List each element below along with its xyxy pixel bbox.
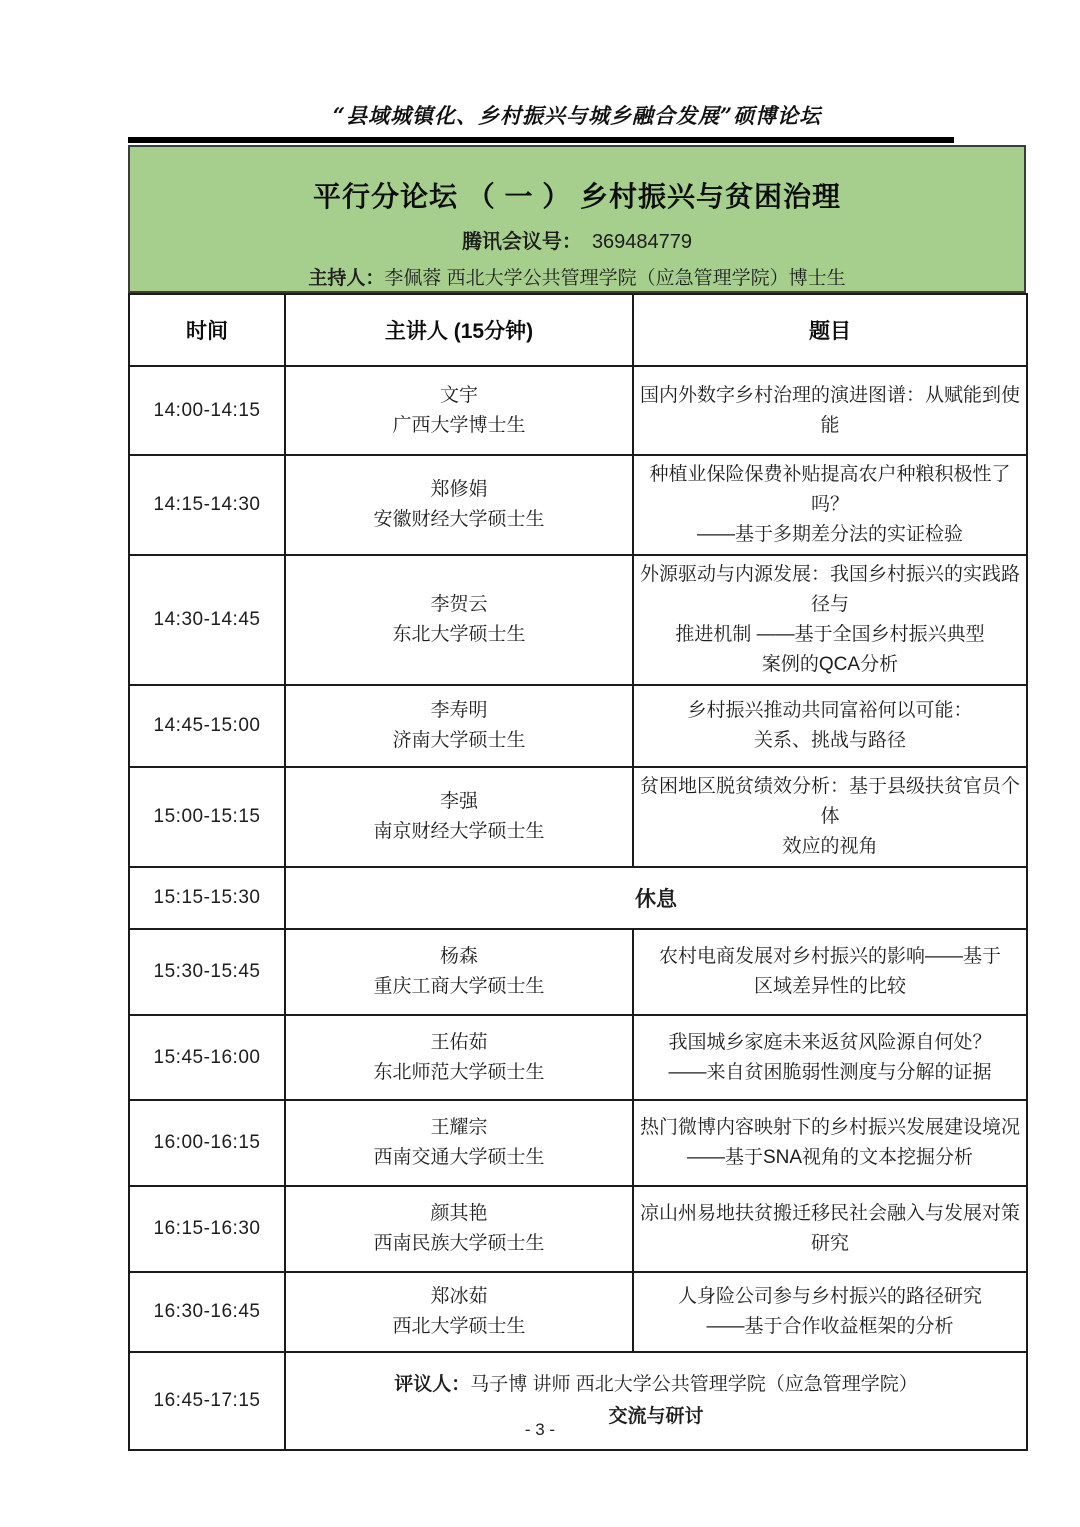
title-line: ——来自贫困脆弱性测度与分解的证据 (668, 1061, 992, 1083)
speaker-cell (285, 767, 633, 867)
col-header-speaker: 主讲人 (15分钟) (285, 294, 633, 366)
title-line: 效应的视角 (782, 836, 878, 857)
speaker-cell (285, 1015, 633, 1100)
title-line: 案例的QCA分析 (761, 654, 899, 675)
time-cell: 15:30-15:45 (129, 929, 285, 1015)
table-row (129, 929, 1027, 1015)
session-panel (128, 145, 1026, 293)
forum-title: “县域城镇化、乡村振兴与城乡融合发展”硕博论坛 (332, 103, 822, 128)
speaker-name: 李寿明 (430, 700, 488, 721)
time-cell: 16:00-16:15 (129, 1100, 285, 1186)
title-line: 推进机制 ——基于全国乡村振兴典型 (675, 624, 985, 645)
speaker-affiliation: 东北师范大学硕士生 (373, 1061, 545, 1083)
speaker-cell (285, 1272, 633, 1352)
speaker-cell (285, 366, 633, 455)
title-line: ——基于多期差分法的实证检验 (696, 524, 963, 545)
speaker-name: 李贺云 (430, 594, 488, 615)
time-cell: 14:15-14:30 (129, 455, 285, 555)
speaker-name: 郑冰茹 (430, 1286, 488, 1307)
title-line: 国内外数字乡村治理的演进图谱：从赋能到使能 (640, 384, 1021, 436)
time-cell: 15:15-15:30 (129, 867, 285, 929)
speaker-affiliation: 广西大学博士生 (392, 414, 526, 436)
title-cell (633, 929, 1027, 1015)
time-cell: 14:30-14:45 (129, 555, 285, 685)
speaker-affiliation: 重庆工商大学硕士生 (373, 976, 545, 997)
doc-header (128, 100, 1026, 130)
table-row (129, 767, 1027, 867)
table-header-row (129, 294, 1027, 366)
speaker-affiliation: 西南民族大学硕士生 (373, 1233, 545, 1254)
title-line: 热门微博内容映射下的乡村振兴发展建设境况 (640, 1117, 1021, 1138)
speaker-name: 杨森 (439, 946, 478, 967)
title-cell (633, 767, 1027, 867)
meeting-id-value: 369484779 (591, 231, 693, 253)
title-line: ——基于SNA视角的文本挖掘分析 (686, 1147, 974, 1168)
title-line: 人身险公司参与乡村振兴的路径研究 (677, 1286, 982, 1307)
host-label: 主持人： (308, 268, 385, 289)
time-cell: 16:15-16:30 (129, 1186, 285, 1272)
break-cell: 休息 (285, 867, 1027, 929)
speaker-name: 王耀宗 (430, 1117, 488, 1138)
speaker-name: 李强 (439, 791, 478, 812)
speaker-cell (285, 929, 633, 1015)
time-cell: 15:00-15:15 (129, 767, 285, 867)
table-row (129, 1015, 1027, 1100)
reviewer-text: 马子博 讲师 西北大学公共管理学院（应急管理学院） (470, 1374, 918, 1395)
time-cell: 14:45-15:00 (129, 685, 285, 767)
speaker-name: 王佑茹 (430, 1031, 488, 1053)
table-row (129, 685, 1027, 767)
title-line: 贫困地区脱贫绩效分析：基于县级扶贫官员个体 (640, 776, 1021, 827)
title-line: 我国城乡家庭未来返贫风险源自何处？ (668, 1031, 992, 1053)
speaker-affiliation: 安徽财经大学硕士生 (373, 509, 545, 530)
table-row (129, 555, 1027, 685)
table-row (129, 1100, 1027, 1186)
speaker-cell (285, 685, 633, 767)
title-line: 农村电商发展对乡村振兴的影响——基于 (658, 946, 1001, 967)
title-cell (633, 685, 1027, 767)
meeting-id-label: 腾讯会议号： (461, 231, 582, 253)
col-header-topic: 题目 (633, 294, 1027, 366)
speaker-affiliation: 东北大学硕士生 (392, 624, 526, 645)
title-cell (633, 455, 1027, 555)
speaker-name: 颜其艳 (430, 1203, 488, 1224)
title-line: 凉山州易地扶贫搬迁移民社会融入与发展对策研究 (640, 1203, 1021, 1254)
title-line: 区域差异性的比较 (753, 976, 906, 997)
reviewer-line (292, 1369, 1020, 1401)
speaker-cell (285, 1100, 633, 1186)
title-line: 外源驱动与内源发展：我国乡村振兴的实践路径与 (640, 564, 1021, 615)
speaker-name: 文宇 (439, 384, 478, 406)
schedule-table-body (129, 366, 1027, 1450)
col-header-time: 时间 (129, 294, 285, 366)
speaker-affiliation: 西南交通大学硕士生 (373, 1147, 545, 1168)
table-row (129, 1186, 1027, 1272)
speaker-cell (285, 455, 633, 555)
table-row (129, 455, 1027, 555)
speaker-cell (285, 1186, 633, 1272)
title-cell (633, 1272, 1027, 1352)
table-row (129, 867, 1027, 929)
page-number: - 3 - (524, 1420, 556, 1439)
title-line: 关系、挑战与路径 (753, 730, 906, 751)
title-cell (633, 1100, 1027, 1186)
title-line: ——基于合作收益框架的分析 (706, 1316, 954, 1337)
time-cell: 16:45-17:15 (129, 1352, 285, 1450)
schedule-table (128, 293, 1028, 1451)
speaker-affiliation: 南京财经大学硕士生 (373, 821, 545, 842)
time-cell: 15:45-16:00 (129, 1015, 285, 1100)
title-line: 乡村振兴推动共同富裕何以可能： (687, 700, 973, 721)
title-cell (633, 366, 1027, 455)
title-cell (633, 1015, 1027, 1100)
time-cell: 16:30-16:45 (129, 1272, 285, 1352)
table-row (129, 366, 1027, 455)
title-cell (633, 1186, 1027, 1272)
title-line: 种植业保险保费补贴提高农户种粮积极性了吗？ (649, 464, 1011, 515)
table-row (129, 1272, 1027, 1352)
host-row (130, 263, 1024, 290)
document-page (128, 0, 1026, 1451)
discussion-label: 交流与研讨 (608, 1406, 704, 1427)
double-rule-divider (128, 137, 954, 143)
speaker-cell (285, 555, 633, 685)
speaker-affiliation: 济南大学硕士生 (392, 730, 526, 751)
speaker-name: 郑修娟 (430, 479, 488, 500)
session-title: 平行分论坛 （ 一 ） 乡村振兴与贫困治理 (312, 181, 842, 212)
speaker-affiliation: 西北大学硕士生 (392, 1316, 526, 1337)
title-cell (633, 555, 1027, 685)
reviewer-label: 评议人： (394, 1374, 471, 1395)
time-cell: 14:00-14:15 (129, 366, 285, 455)
meeting-id-row (130, 225, 1024, 254)
host-value: 李佩蓉 西北大学公共管理学院（应急管理学院）博士生 (384, 268, 846, 289)
